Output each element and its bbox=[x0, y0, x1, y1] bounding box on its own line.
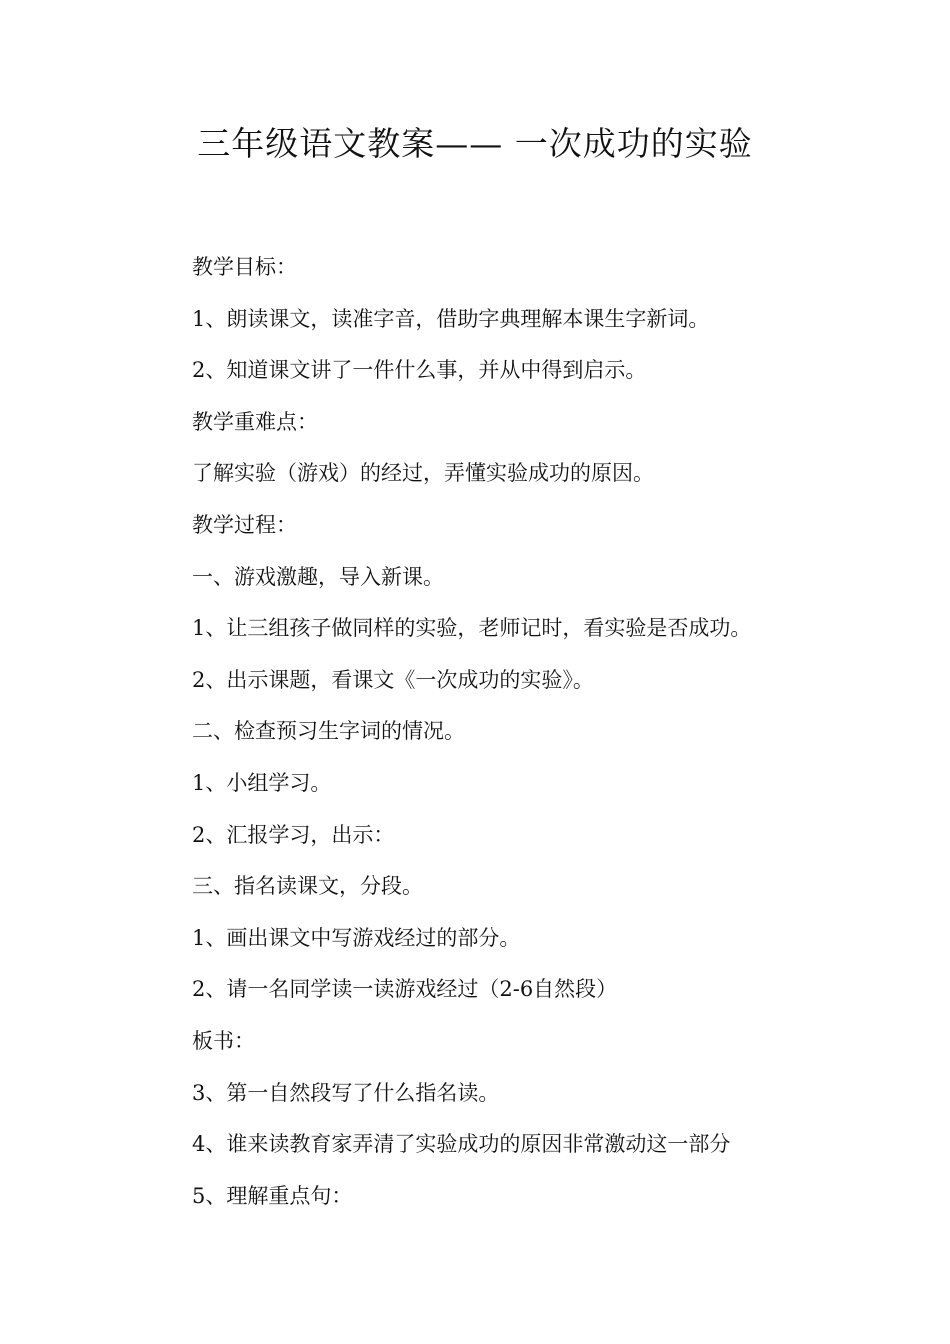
heading-key-points: 教学重难点： bbox=[192, 409, 318, 434]
heading-process: 教学过程： bbox=[192, 512, 297, 537]
body-line: 2、知道课文讲了一件什么事，并从中得到启示。 bbox=[192, 358, 647, 383]
document-title: 三年级语文教案—— 一次成功的实验 bbox=[197, 124, 753, 163]
body-line: 5、理解重点句： bbox=[192, 1183, 353, 1208]
body-line: 1、小组学习。 bbox=[192, 770, 332, 795]
body-line: 4、谁来读教育家弄清了实验成功的原因非常激动这一部分 bbox=[192, 1132, 731, 1157]
body-line: 了解实验（游戏）的经过，弄懂实验成功的原因。 bbox=[192, 461, 654, 486]
body-line: 2、请一名同学读一读游戏经过（2-6自然段） bbox=[192, 977, 618, 1002]
body-line: 1、朗读课文，读准字音，借助字典理解本课生字新词。 bbox=[192, 306, 710, 331]
section-heading: 三、指名读课文，分段。 bbox=[192, 874, 423, 899]
section-heading: 二、检查预习生字词的情况。 bbox=[192, 719, 465, 744]
body-line: 1、让三组孩子做同样的实验，老师记时，看实验是否成功。 bbox=[192, 616, 752, 641]
board-heading: 板书： bbox=[192, 1028, 255, 1053]
document-body bbox=[192, 250, 912, 1230]
body-line: 2、汇报学习，出示： bbox=[192, 822, 395, 847]
body-line: 2、出示课题，看课文《一次成功的实验》。 bbox=[192, 667, 594, 692]
section-heading: 一、游戏激趣，导入新课。 bbox=[192, 564, 444, 589]
body-line: 3、第一自然段写了什么指名读。 bbox=[192, 1080, 500, 1105]
heading-objectives: 教学目标： bbox=[192, 255, 297, 279]
body-line: 1、画出课文中写游戏经过的部分。 bbox=[192, 925, 521, 950]
